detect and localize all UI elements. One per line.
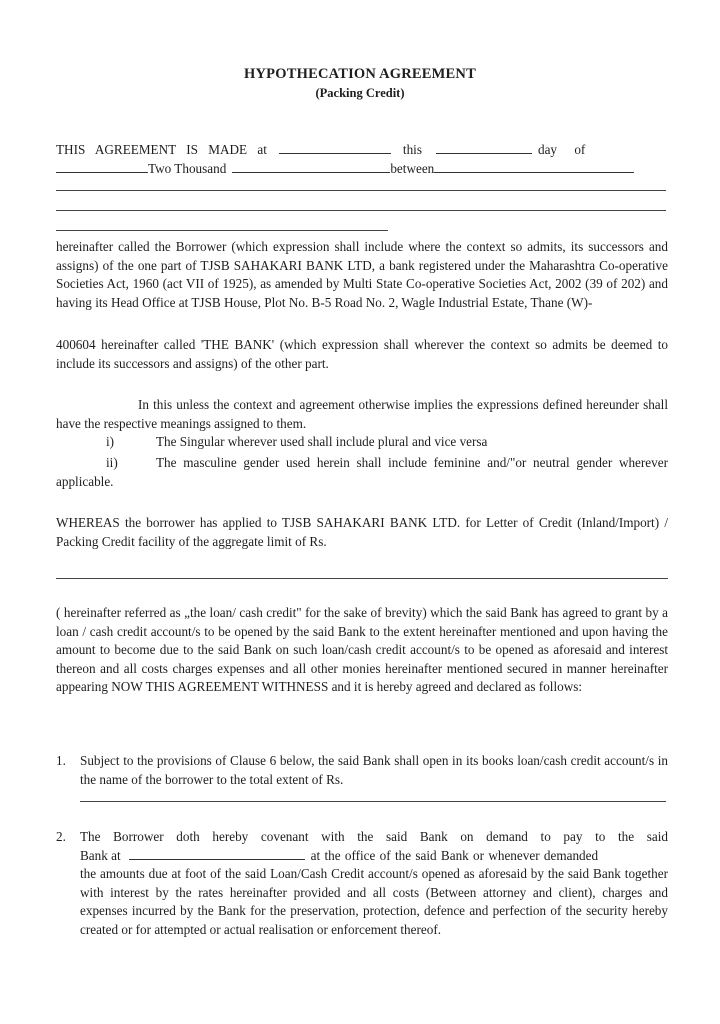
borrower-paragraph: hereinafter called the Borrower (which expression shall include where the context so admits, its successors and assigns) of the one part of TJSB SAHAKARI BANK LTD, a bank registered under the Maharashtra Co-operative Societies Act, 1960 (act VII of 1925), as amended by Multi State Co-operative Societies Act, 2002 (39 of 202) and having its Head Office at TJSB House, Plot No. B-5 Road No. 2, Wagle Industrial Estate, Thane (W)-	[56, 239, 668, 310]
loan-paragraph: ( hereinafter referred as „the loan/ cash credit" for the sake of brevity) which the said Bank has agreed to grant by a loan / cash credit account/s to be opened by the said Bank to the extent hereinafter mentioned and upon having the amount to become due to the said Bank on such loan/cash credit account/s to be opened as aforesaid and interest thereon and all costs charges expenses and all other monies hereinafter mentioned secured in manner hereinafter appearing NOW THIS AGREEMENT WITHNESS and it is hereby agreed and declared as follows:	[56, 605, 668, 695]
clause-1-text: Subject to the provisions of Clause 6 below, the said Bank shall open in its books loan/cash credit account/s in the name of the borrower to the total extent of Rs.	[80, 753, 668, 787]
made-at-label: THIS AGREEMENT IS MADE at	[56, 142, 267, 157]
bank-paragraph: 400604 hereinafter called 'THE BANK' (which expression shall wherever the context so admits be deemed to include its successors and assigns) of the other part.	[56, 337, 668, 371]
place-blank	[279, 141, 391, 154]
blank-line	[56, 210, 666, 211]
context-paragraph: In this unless the context and agreement otherwise implies the expressions defined hereunder shall have the respective meanings assigned to them.	[56, 397, 668, 431]
definition-text: The masculine gender used herein shall include feminine and/"or neutral gender wherever applicable.	[56, 455, 668, 489]
party-blank	[434, 160, 634, 173]
blank-line	[56, 230, 388, 231]
clause-2-office-text: at the office of the said Bank or whenever demanded	[310, 848, 599, 863]
bank-at-label: Bank at	[80, 848, 121, 863]
clause-2-text: the amounts due at foot of the said Loan/Cash Credit account/s opened as aforesaid by the said Bank together with interest by the rates hereinafter provided and all costs (Between attorney and client), charges and expenses incurred by the Bank for the preservation, protection, defence and perfection of the security hereby created or for attempted or actual realisation or enforcement thereof.	[80, 866, 668, 937]
clause-2-line-1: The Borrower doth hereby covenant with the said Bank on demand to pay to the said	[80, 829, 668, 844]
day-of-label: day of	[537, 142, 586, 157]
blank-line	[56, 190, 666, 191]
clause-1-number: 1.	[56, 753, 66, 768]
document-subtitle: (Packing Credit)	[315, 86, 405, 100]
definition-text: The Singular wherever used shall include plural and vice versa	[156, 434, 488, 449]
whereas-paragraph: WHEREAS the borrower has applied to TJSB SAHAKARI BANK LTD. for Letter of Credit (Inland/Import) / Packing Credit facility of the aggregate limit of Rs.	[56, 515, 668, 549]
limit-blank-line	[56, 578, 668, 579]
this-label: this	[402, 142, 422, 157]
document-title: HYPOTHECATION AGREEMENT	[244, 66, 476, 82]
opening-line-1	[56, 141, 666, 158]
branch-blank	[129, 847, 305, 860]
clause-2-line-2	[80, 847, 668, 864]
between-label: between	[390, 161, 435, 176]
definition-number: ii)	[106, 455, 118, 470]
month-blank	[56, 160, 148, 173]
day-blank	[436, 141, 532, 154]
two-thousand-label: Two Thousand	[148, 161, 227, 176]
clause-1-blank-line	[80, 801, 666, 802]
opening-line-2	[56, 160, 666, 177]
definition-number: i)	[106, 434, 115, 449]
year-blank	[232, 160, 390, 173]
clause-2-number: 2.	[56, 829, 66, 844]
